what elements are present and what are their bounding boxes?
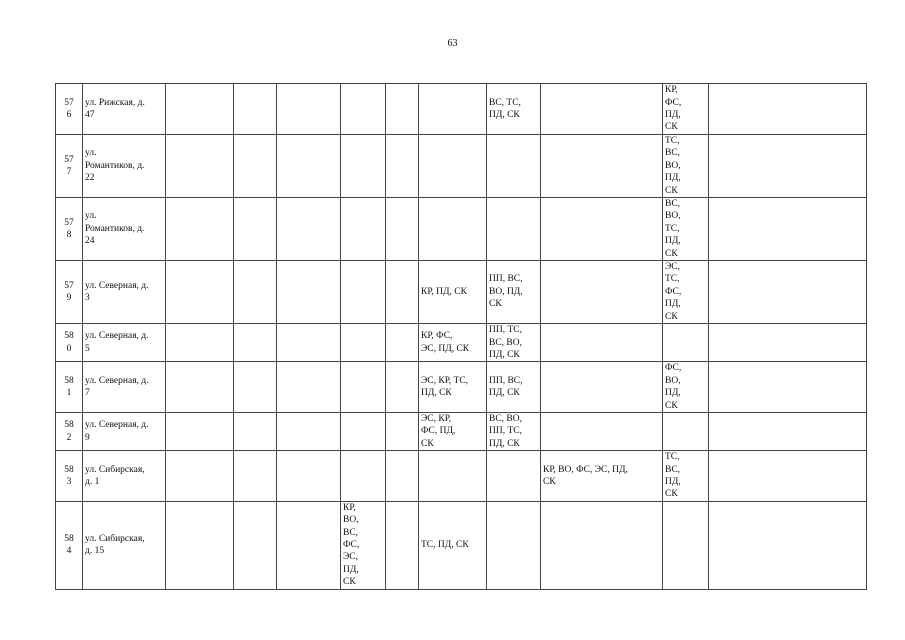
row-address: ул. Романтиков, д. 24 <box>83 198 166 261</box>
table-cell: ЭС, ТС, ФС, ПД, СК <box>663 261 709 324</box>
row-address: ул. Романтиков, д. 22 <box>83 135 166 198</box>
table-cell <box>709 261 867 324</box>
table-row <box>56 135 867 198</box>
table-row <box>56 362 867 413</box>
table-cell <box>234 362 277 413</box>
table-cell <box>166 501 234 589</box>
table-cell <box>341 362 386 413</box>
table-cell <box>487 135 541 198</box>
table-cell <box>234 451 277 502</box>
data-table <box>55 83 867 590</box>
table-cell <box>709 324 867 362</box>
table-cell <box>234 261 277 324</box>
table-row <box>56 261 867 324</box>
table-cell <box>166 84 234 135</box>
table-cell <box>663 501 709 589</box>
table-cell: КР, ПД, СК <box>419 261 487 324</box>
table-cell: ВС, ТС, ПД, СК <box>487 84 541 135</box>
table-cell <box>341 135 386 198</box>
row-number: 58 1 <box>56 362 83 413</box>
table-cell: КР, ФС, ЭС, ПД, СК <box>419 324 487 362</box>
table-cell <box>386 412 419 450</box>
table-cell <box>277 501 341 589</box>
row-address: ул. Сибирская, д. 1 <box>83 451 166 502</box>
table-cell <box>541 501 663 589</box>
table-cell <box>487 451 541 502</box>
table-cell <box>541 198 663 261</box>
table-cell <box>234 84 277 135</box>
table-cell: ПП, ТС, ВС, ВО, ПД, СК <box>487 324 541 362</box>
table-cell <box>386 451 419 502</box>
table-cell: ПП, ВС, ВО, ПД, СК <box>487 261 541 324</box>
table-cell <box>541 261 663 324</box>
table-cell <box>234 412 277 450</box>
table-cell <box>277 261 341 324</box>
table-cell <box>386 84 419 135</box>
table-cell <box>709 135 867 198</box>
table-cell <box>277 412 341 450</box>
table-cell: ТС, ВС, ПД, СК <box>663 451 709 502</box>
table-row <box>56 324 867 362</box>
table-cell <box>166 261 234 324</box>
table-cell <box>663 412 709 450</box>
table-cell <box>386 324 419 362</box>
row-address: ул. Рижская, д. 47 <box>83 84 166 135</box>
table-cell <box>166 451 234 502</box>
table-cell <box>277 135 341 198</box>
row-number: 58 0 <box>56 324 83 362</box>
table-cell <box>277 324 341 362</box>
row-number: 58 4 <box>56 501 83 589</box>
table-cell <box>234 135 277 198</box>
row-number: 58 2 <box>56 412 83 450</box>
table-cell <box>166 412 234 450</box>
table-cell <box>386 198 419 261</box>
row-number: 57 9 <box>56 261 83 324</box>
table-cell <box>541 84 663 135</box>
table-cell <box>709 84 867 135</box>
table-cell <box>341 198 386 261</box>
table-cell: КР, ФС, ПД, СК <box>663 84 709 135</box>
table-cell <box>541 324 663 362</box>
table-row <box>56 451 867 502</box>
row-address: ул. Северная, д. 9 <box>83 412 166 450</box>
table-cell <box>386 362 419 413</box>
table-cell: ВС, ВО, ПП, ТС, ПД, СК <box>487 412 541 450</box>
table-cell: ПП, ВС, ПД, СК <box>487 362 541 413</box>
table-cell: КР, ВО, ФС, ЭС, ПД, СК <box>541 451 663 502</box>
table-cell <box>541 412 663 450</box>
table-cell <box>419 198 487 261</box>
table-cell <box>487 501 541 589</box>
table-row <box>56 84 867 135</box>
table-cell <box>709 198 867 261</box>
table-row <box>56 198 867 261</box>
table-cell <box>234 198 277 261</box>
table-cell: ЭС, КР, ТС, ПД, СК <box>419 362 487 413</box>
table-cell <box>277 362 341 413</box>
table-cell <box>386 135 419 198</box>
table-cell <box>166 362 234 413</box>
table-cell <box>166 198 234 261</box>
row-number: 57 8 <box>56 198 83 261</box>
row-number: 57 7 <box>56 135 83 198</box>
table-cell <box>386 501 419 589</box>
table-cell <box>341 261 386 324</box>
table-cell <box>709 412 867 450</box>
table-cell <box>663 324 709 362</box>
table-cell <box>419 451 487 502</box>
table-cell <box>709 451 867 502</box>
row-address: ул. Северная, д. 3 <box>83 261 166 324</box>
table-cell: ЭС, КР, ФС, ПД, СК <box>419 412 487 450</box>
table-cell <box>341 324 386 362</box>
table-cell: ТС, ПД, СК <box>419 501 487 589</box>
table-cell <box>277 84 341 135</box>
row-address: ул. Северная, д. 5 <box>83 324 166 362</box>
table-cell <box>709 362 867 413</box>
table-cell <box>419 84 487 135</box>
table-cell <box>234 324 277 362</box>
row-address: ул. Сибирская, д. 15 <box>83 501 166 589</box>
table-cell <box>386 261 419 324</box>
row-number: 57 6 <box>56 84 83 135</box>
table-cell <box>709 501 867 589</box>
table-cell <box>341 84 386 135</box>
table-cell <box>419 135 487 198</box>
table-cell <box>541 135 663 198</box>
table-cell: КР, ВО, ВС, ФС, ЭС, ПД, СК <box>341 501 386 589</box>
table-cell: ВС, ВО, ТС, ПД, СК <box>663 198 709 261</box>
table-cell <box>166 324 234 362</box>
table-cell <box>277 198 341 261</box>
table-cell <box>234 501 277 589</box>
table-row <box>56 501 867 589</box>
row-number: 58 3 <box>56 451 83 502</box>
row-address: ул. Северная, д. 7 <box>83 362 166 413</box>
table-cell <box>341 451 386 502</box>
table-cell <box>277 451 341 502</box>
table-row <box>56 412 867 450</box>
table-cell <box>541 362 663 413</box>
page-number: 63 <box>447 38 458 49</box>
table-cell <box>341 412 386 450</box>
table-cell <box>166 135 234 198</box>
table-cell <box>487 198 541 261</box>
table-cell: ТС, ВС, ВО, ПД, СК <box>663 135 709 198</box>
table-cell: ФС, ВО, ПД, СК <box>663 362 709 413</box>
